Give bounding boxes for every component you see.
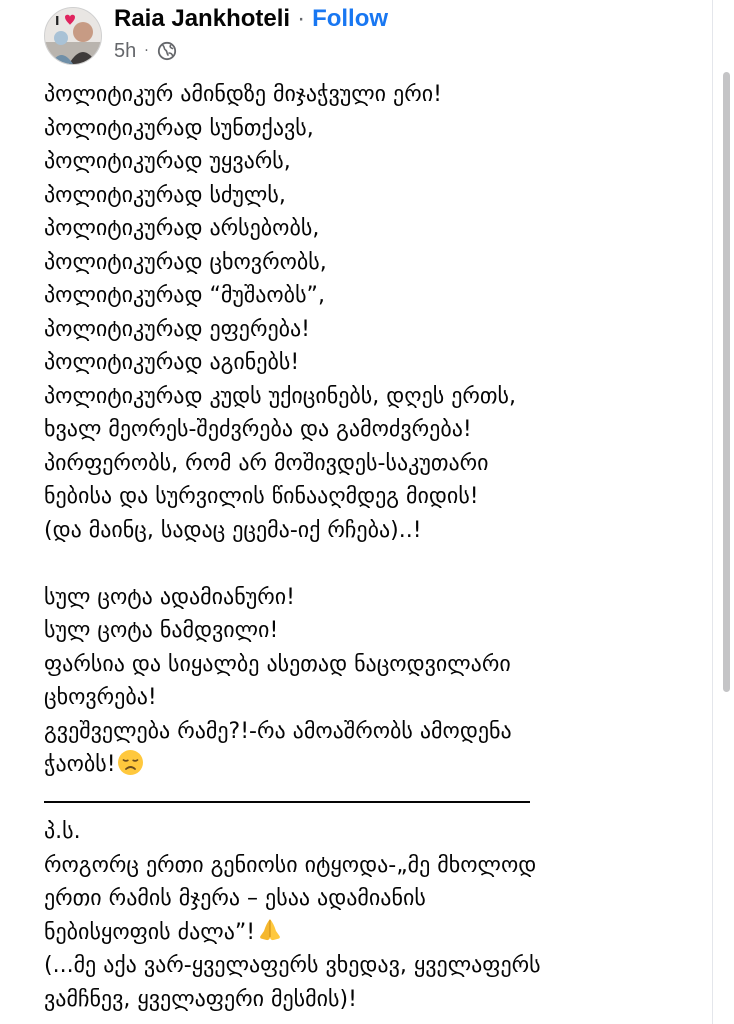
- post-line: პ.ს.: [44, 819, 81, 844]
- post-line: პირფერობს, რომ არ მოშივდეს-საკუთარი: [44, 450, 489, 476]
- post-text: [44, 78, 694, 1016]
- meta-separator: ·: [144, 43, 149, 59]
- post-line: ერთი რამის მჯერა – ესაა ადამიანის: [44, 886, 426, 911]
- post-line: სულ ცოტა ნამდვილი!: [44, 618, 279, 643]
- author-avatar[interactable]: [44, 7, 102, 65]
- post-line: პოლიტიკურად სუნთქავს,: [44, 115, 314, 141]
- post-line: (და მაინც, სადაც ეცემა-იქ რჩება)..!: [44, 517, 422, 543]
- post-line: პოლიტიკურად სძულს,: [44, 182, 286, 208]
- post-line: ცხოვრება!: [44, 685, 157, 710]
- post-line: გვეშველება რამე?!-რა ამოაშრობს ამოდენა: [44, 718, 512, 744]
- post-line-with-emoji: [44, 748, 694, 782]
- page-scrollbar[interactable]: [723, 72, 730, 692]
- author-row: [114, 4, 388, 34]
- post-line: როგორც ერთი გენიოსი იტყოდა-„მე მხოლოდ: [44, 852, 537, 878]
- post-line: (...მე აქა ვარ-ყველაფერს ვხედავ, ყველაფერს: [44, 953, 541, 978]
- post-line-text: ჭაობს!: [44, 752, 116, 777]
- post-line: პოლიტიკურად უყვარს,: [44, 149, 291, 174]
- post-line: პოლიტიკურად ცხოვრობს,: [44, 249, 327, 275]
- post-line: პოლიტიკურად კუდს უქიცინებს, დღეს ერთს,: [44, 383, 517, 409]
- post-line-with-emoji: [44, 916, 694, 950]
- author-name-link[interactable]: Raia Jankhoteli: [114, 5, 291, 32]
- post-line: პოლიტიკურ ამინდზე მიჯაჭვული ერი!: [44, 82, 442, 107]
- follow-button[interactable]: Follow: [312, 5, 389, 32]
- svg-text:I: I: [55, 14, 60, 28]
- blank-line: [44, 547, 694, 581]
- disappointed-face-icon: [117, 749, 144, 776]
- post-line: ფარსია და სიყალბე ასეთად ნაცოდვილარი: [44, 651, 511, 677]
- post-line: პოლიტიკურად არსებობს,: [44, 216, 320, 241]
- post-line: ვამჩნევ, ყველაფერი მესმის)!: [44, 986, 357, 1012]
- folded-hands-icon: [256, 916, 284, 944]
- avatar-photo-icon: [45, 8, 101, 64]
- post-line: ხვალ მეორეს-შეძვრება და გამოძვრება!: [44, 417, 472, 442]
- post-line: პოლიტიკურად “მუშაობს”,: [44, 283, 325, 308]
- post-line-text: ნებისყოფის ძალა”!: [44, 919, 256, 945]
- post-timestamp[interactable]: 5h: [114, 39, 137, 62]
- post-meta: [114, 38, 177, 64]
- name-separator: ·: [297, 5, 306, 32]
- post-line: სულ ცოტა ადამიანური!: [44, 584, 295, 610]
- divider-line: [44, 782, 694, 816]
- post-header: [44, 0, 684, 72]
- post-line: ნებისა და სურვილის წინააღმდეგ მიდის!: [44, 484, 479, 509]
- post-line: პოლიტიკურად ეფერება!: [44, 316, 310, 342]
- globe-icon[interactable]: [157, 41, 177, 61]
- post-line: პოლიტიკურად აგინებს!: [44, 350, 300, 375]
